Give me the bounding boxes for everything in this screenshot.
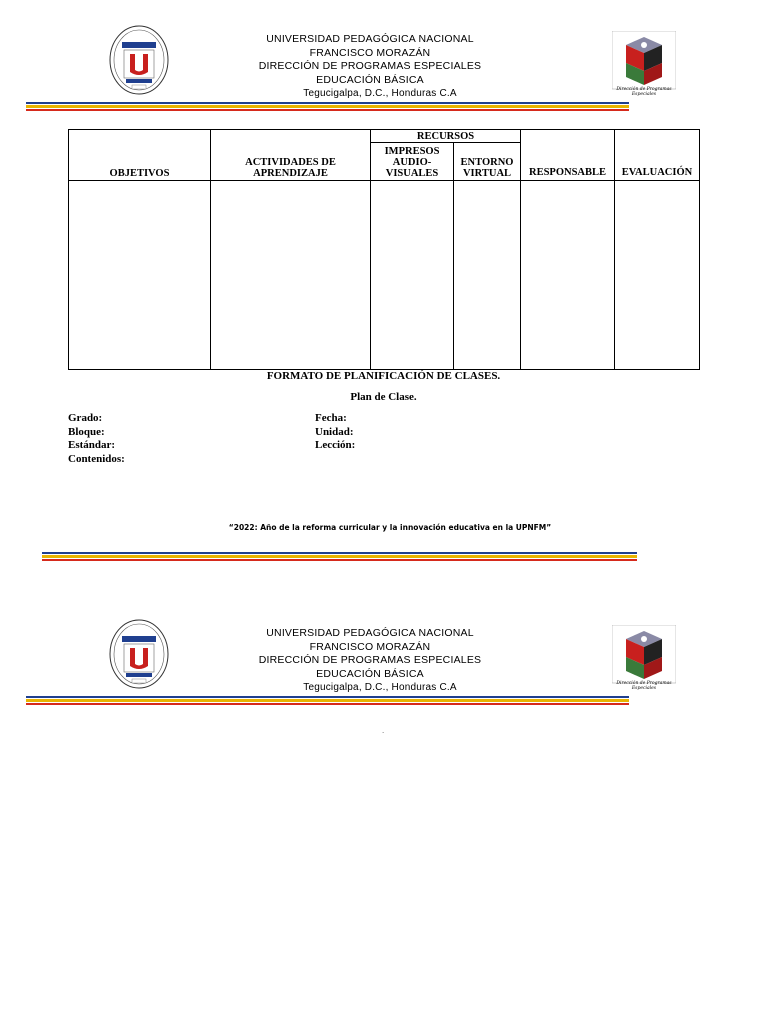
header-line-4: EDUCACIÓN BÁSICA <box>316 667 424 680</box>
header-stripe <box>26 102 629 116</box>
left-logo-page2 <box>108 618 170 690</box>
cell-actividades <box>211 181 371 370</box>
header-responsable: RESPONSABLE <box>521 130 615 181</box>
header-line-4: EDUCACIÓN BÁSICA <box>316 73 424 86</box>
header-recursos: RECURSOS <box>371 130 521 143</box>
page2-dot: . <box>382 726 385 735</box>
cell-responsable <box>521 181 615 370</box>
field-leccion: Lección: <box>315 439 356 451</box>
fields-left <box>68 412 248 466</box>
field-fecha: Fecha: <box>315 412 347 424</box>
cell-entorno <box>454 181 521 370</box>
subheader-entorno: ENTORNO VIRTUAL <box>454 143 521 181</box>
header-city: Tegucigalpa, D.C., Honduras C.A <box>303 88 457 100</box>
motto: “2022: Año de la reforma curricular y la innovación educativa en la UPNFM” <box>228 523 552 532</box>
planning-table <box>68 129 700 370</box>
header-line-3: DIRECCIÓN DE PROGRAMAS ESPECIALES <box>258 654 482 667</box>
field-unidad: Unidad: <box>315 425 354 438</box>
header-line-1: UNIVERSIDAD PEDAGÓGICA NACIONAL <box>266 33 474 45</box>
header-actividades: ACTIVIDADES DE APRENDIZAJE <box>211 130 371 181</box>
header-line-1: UNIVERSIDAD PEDAGÓGICA NACIONAL <box>266 627 474 639</box>
header-line-2: FRANCISCO MORAZÁN <box>309 46 431 59</box>
subheader-impresos: IMPRESOS AUDIO- VISUALES <box>371 143 454 181</box>
header-text-page2 <box>235 627 505 695</box>
header-evaluacion: EVALUACIÓN <box>615 130 700 181</box>
header-text <box>235 33 505 101</box>
field-estandar: Estándar: <box>68 439 116 451</box>
field-contenidos: Contenidos: <box>68 452 125 465</box>
left-logo <box>108 24 170 96</box>
right-logo <box>612 31 676 97</box>
upnfm-seal-icon <box>108 24 170 96</box>
plan-title: Plan de Clase. <box>350 391 417 403</box>
stripe-yellow <box>42 555 637 557</box>
footer-stripe <box>42 552 637 566</box>
format-title: FORMATO DE PLANIFICACIÓN DE CLASES. <box>266 370 501 382</box>
header-line-2: FRANCISCO MORAZÁN <box>309 640 431 653</box>
stripe-yellow <box>26 105 629 107</box>
field-grado: Grado: <box>68 412 103 424</box>
right-logo-caption: Dirección de Programas Especiales <box>616 87 672 97</box>
stripe-red <box>26 703 629 705</box>
cell-objetivos <box>69 181 211 370</box>
stripe-blue <box>26 696 629 698</box>
right-logo-page2 <box>612 625 676 691</box>
fields-right <box>315 412 495 453</box>
header-city: Tegucigalpa, D.C., Honduras C.A <box>303 682 457 694</box>
upnfm-seal-icon <box>108 618 170 690</box>
cell-impresos <box>371 181 454 370</box>
stripe-blue <box>42 552 637 554</box>
header-line-3: DIRECCIÓN DE PROGRAMAS ESPECIALES <box>258 60 482 73</box>
right-logo-caption: Dirección de Programas Especiales <box>616 681 672 691</box>
header-objetivos: OBJETIVOS <box>69 130 211 181</box>
stripe-red <box>26 109 629 111</box>
stripe-yellow <box>26 699 629 701</box>
field-bloque: Bloque: <box>68 425 105 438</box>
stripe-red <box>42 559 637 561</box>
stripe-blue <box>26 102 629 104</box>
cell-evaluacion <box>615 181 700 370</box>
header-stripe-page2 <box>26 696 629 710</box>
